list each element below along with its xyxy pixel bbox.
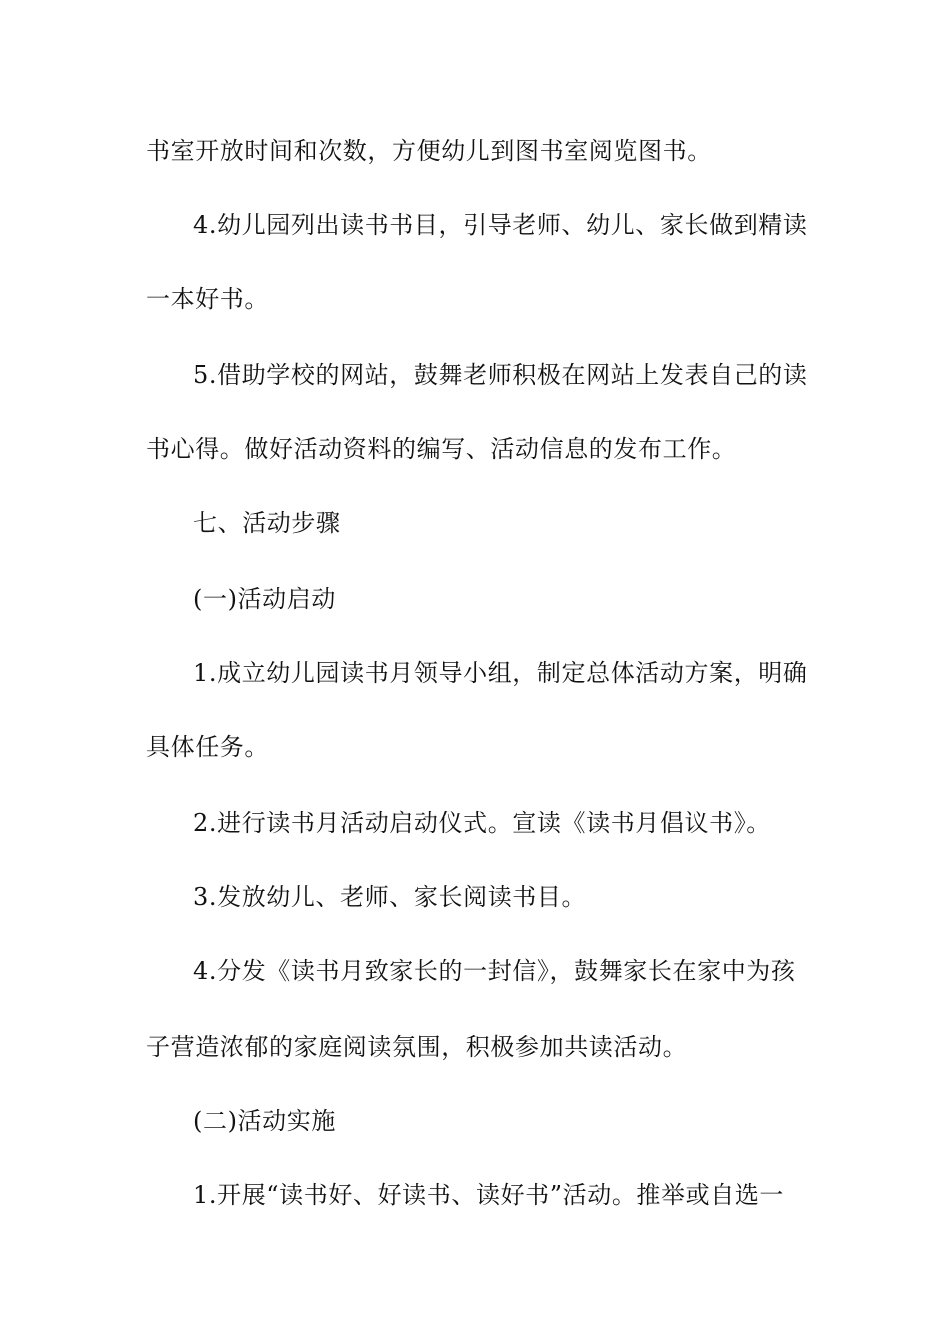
paragraph-line: 2.进行读书月活动启动仪式。宣读《读书月倡议书》。 [193,809,771,837]
subsection-heading: (二)活动实施 [193,1107,336,1135]
paragraph-line: 4.幼儿园列出读书书目，引导老师、幼儿、家长做到精读 [193,211,808,239]
paragraph-line: 子营造浓郁的家庭阅读氛围，积极参加共读活动。 [146,1033,688,1061]
paragraph-line: 1.开展“读书好、好读书、读好书”活动。推举或自选一 [193,1181,785,1209]
paragraph-line: 5.借助学校的网站，鼓舞老师积极在网站上发表自己的读 [193,361,808,389]
paragraph-line: 1.成立幼儿园读书月领导小组，制定总体活动方案，明确 [193,659,808,687]
paragraph-line: 3.发放幼儿、老师、家长阅读书目。 [193,883,587,911]
section-heading: 七、活动步骤 [193,509,341,537]
paragraph-line: 书室开放时间和次数，方便幼儿到图书室阅览图书。 [146,137,712,165]
paragraph-line: 一本好书。 [146,285,269,313]
paragraph-line: 具体任务。 [146,733,269,761]
paragraph-line: 4.分发《读书月致家长的一封信》，鼓舞家长在家中为孩 [193,957,796,985]
subsection-heading: (一)活动启动 [193,585,336,613]
paragraph-line: 书心得。做好活动资料的编写、活动信息的发布工作。 [146,435,737,463]
